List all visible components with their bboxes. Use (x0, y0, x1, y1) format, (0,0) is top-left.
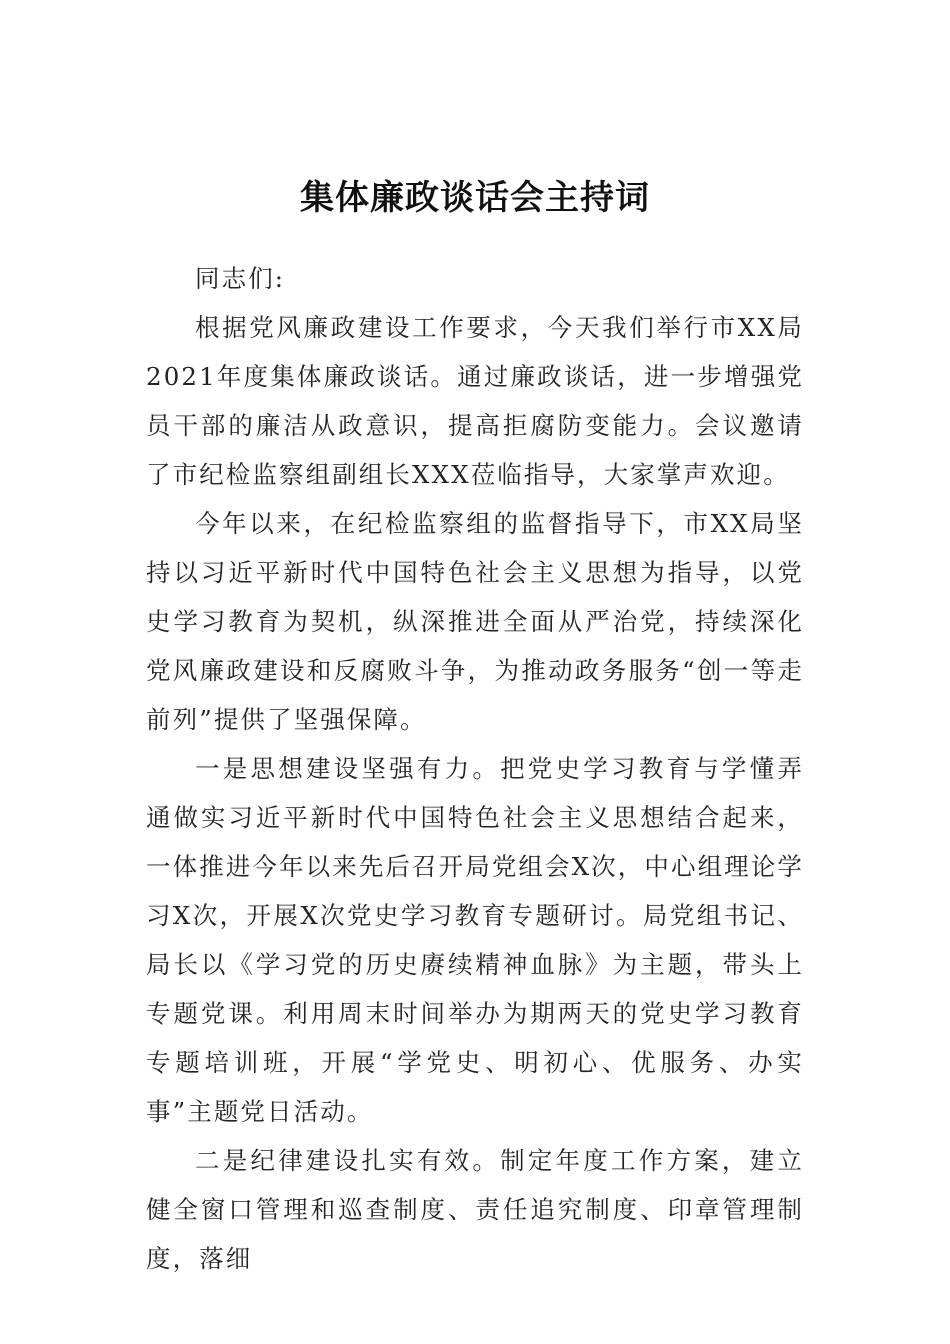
paragraph: 根据党风廉政建设工作要求，今天我们举行市XX局2021年度集体廉政谈话。通过廉政谈话，进一步增强党员干部的廉洁从政意识，提高拒腐防变能力。会议邀请了市纪检监察组副组长XXX莅临指导，大家掌声欢迎。 (146, 313, 804, 489)
paragraph: 二是纪律建设扎实有效。制定年度工作方案，建立健全窗口管理和巡查制度、责任追究制度、印章管理制度，落细 (146, 1146, 804, 1273)
document-body (146, 254, 804, 1283)
paragraph: 一是思想建设坚强有力。把党史学习教育与学懂弄通做实习近平新时代中国特色社会主义思想结合起来，一体推进今年以来先后召开局党组会X次，中心组理论学习X次，开展X次党史学习教育专题研讨。局党组书记、局长以《学习党的历史赓续精神血脉》为主题，带头上专题党课。利用周末时间举办为期两天的党史学习教育专题培训班，开展“学党史、明初心、优服务、办实事”主题党日活动。 (146, 754, 804, 1126)
salutation: 同志们: (195, 264, 286, 293)
paragraph: 今年以来，在纪检监察组的监督指导下，市XX局坚持以习近平新时代中国特色社会主义思想为指导，以党史学习教育为契机，纵深推进全面从严治党，持续深化党风廉政建设和反腐败斗争，为推动政务服务“创一等走前列”提供了坚强保障。 (146, 509, 804, 734)
document-title: 集体廉政谈话会主持词 (300, 178, 650, 218)
